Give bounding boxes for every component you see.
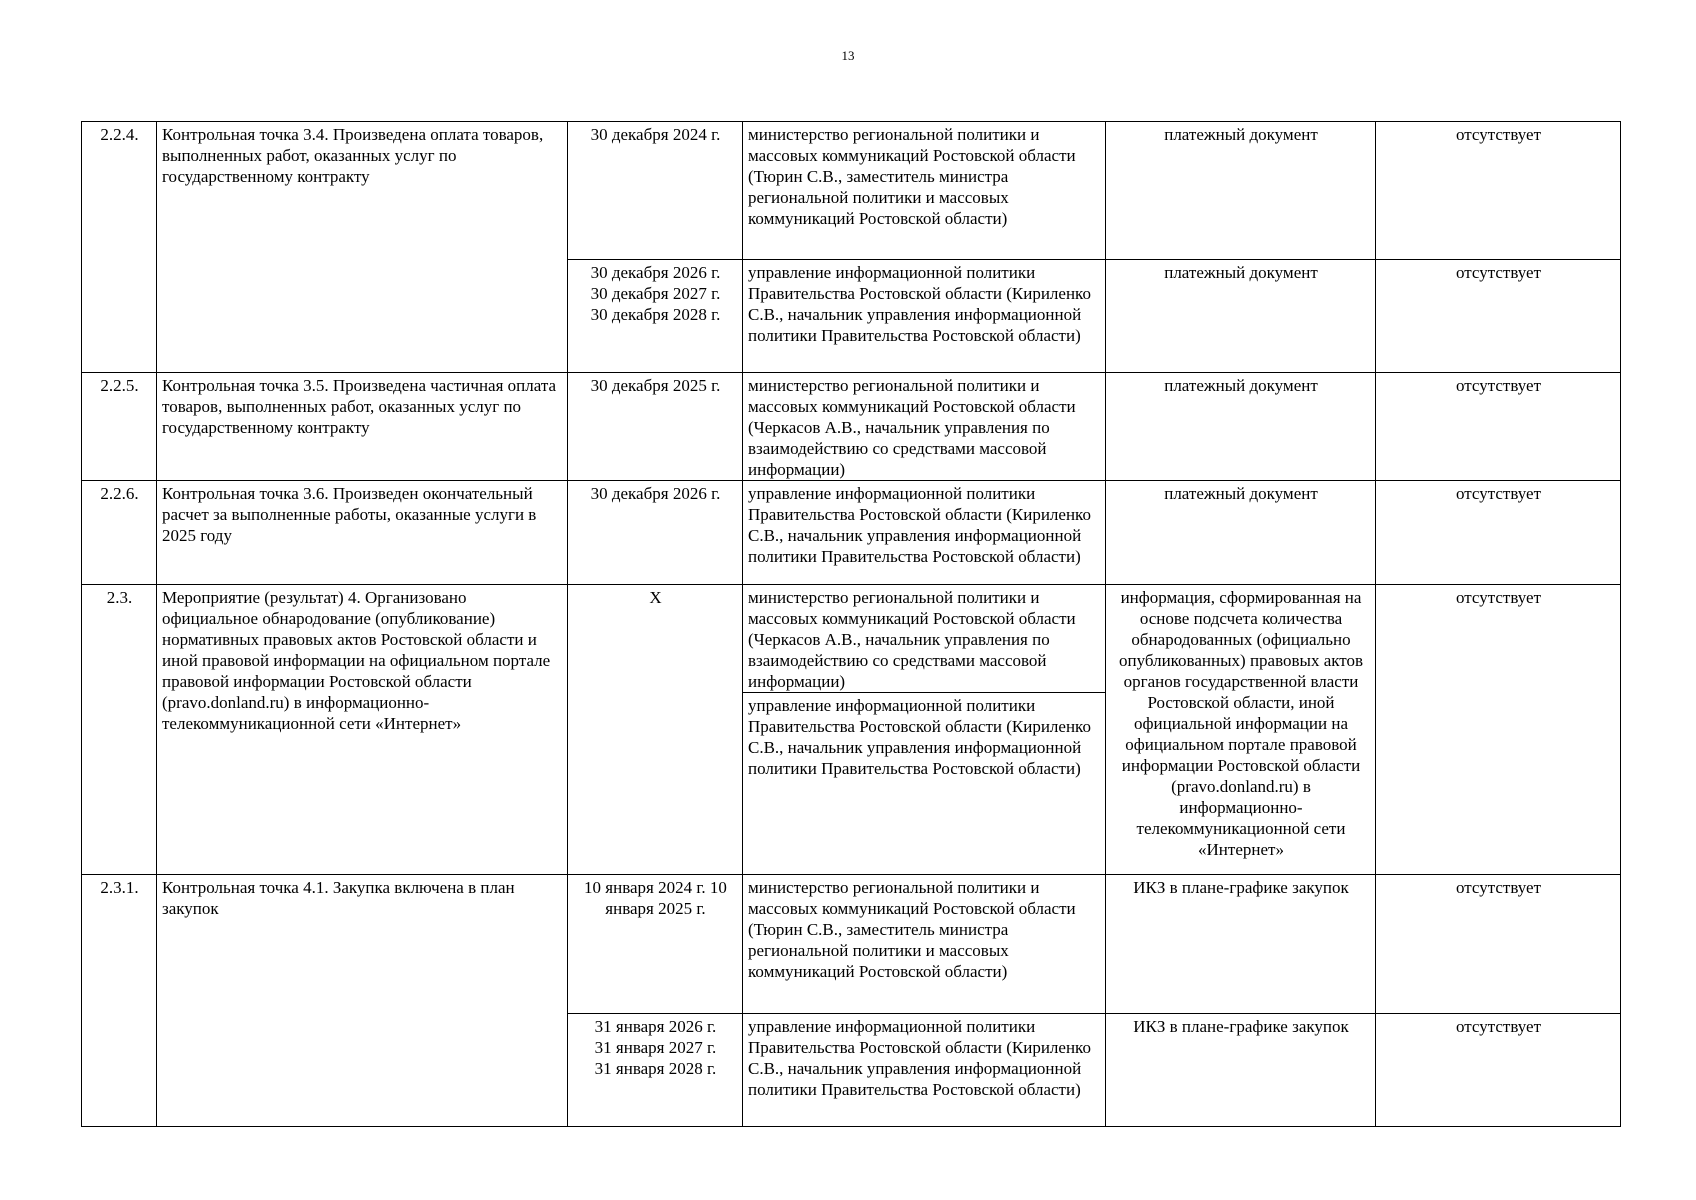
responsible-part: управление информационной политики Правительства Ростовской области (Кириленко С.В., начальник управления информационной политики Правительства Ростовской области) [743, 692, 1105, 779]
row-document: платежный документ [1106, 122, 1376, 260]
table-row [82, 481, 1621, 585]
row-name: Контрольная точка 3.5. Произведена частичная оплата товаров, выполненных работ, оказанных услуг по государственному контракту [157, 373, 568, 481]
control-points-table [81, 121, 1621, 1127]
row-document: платежный документ [1106, 481, 1376, 585]
row-date: 30 декабря 2026 г. 30 декабря 2027 г. 30 декабря 2028 г. [568, 260, 743, 373]
row-info-system: отсутствует [1376, 373, 1621, 481]
row-number: 2.2.4. [82, 122, 157, 373]
row-date: 10 января 2024 г. 10 января 2025 г. [568, 875, 743, 1014]
row-number: 2.2.6. [82, 481, 157, 585]
row-name: Контрольная точка 3.4. Произведена оплата товаров, выполненных работ, оказанных услуг по государственному контракту [157, 122, 568, 373]
row-responsible: управление информационной политики Правительства Ростовской области (Кириленко С.В., начальник управления информационной политики Правительства Ростовской области) [743, 1014, 1106, 1127]
row-number: 2.3.1. [82, 875, 157, 1127]
row-number: 2.3. [82, 585, 157, 875]
row-date: 30 декабря 2026 г. [568, 481, 743, 585]
row-responsible: управление информационной политики Правительства Ростовской области (Кириленко С.В., начальник управления информационной политики Правительства Ростовской области) [743, 260, 1106, 373]
row-responsible: управление информационной политики Правительства Ростовской области (Кириленко С.В., начальник управления информационной политики Правительства Ростовской области) [743, 481, 1106, 585]
row-document: информация, сформированная на основе подсчета количества обнародованных (официально опубликованных) правовых актов органов государственной власти Ростовской области, иной официальной информации на официальном портале правовой информации Ростовской области (pravo.donland.ru) в информационно-телекоммуникационной сети «Интернет» [1106, 585, 1376, 875]
row-name: Контрольная точка 4.1. Закупка включена в план закупок [157, 875, 568, 1127]
row-date: 30 декабря 2025 г. [568, 373, 743, 481]
row-info-system: отсутствует [1376, 481, 1621, 585]
row-document: ИКЗ в плане-графике закупок [1106, 875, 1376, 1014]
page-number: 13 [841, 48, 855, 63]
row-info-system: отсутствует [1376, 260, 1621, 373]
row-number: 2.2.5. [82, 373, 157, 481]
row-document: платежный документ [1106, 373, 1376, 481]
row-name: Контрольная точка 3.6. Произведен окончательный расчет за выполненные работы, оказанные услуги в 2025 году [157, 481, 568, 585]
row-info-system: отсутствует [1376, 1014, 1621, 1127]
table-row [82, 373, 1621, 481]
row-responsible [743, 585, 1106, 875]
row-date: 30 декабря 2024 г. [568, 122, 743, 260]
row-date: 31 января 2026 г. 31 января 2027 г. 31 января 2028 г. [568, 1014, 743, 1127]
row-date: X [568, 585, 743, 875]
table-row [82, 122, 1621, 260]
row-info-system: отсутствует [1376, 875, 1621, 1014]
row-info-system: отсутствует [1376, 122, 1621, 260]
row-responsible: министерство региональной политики и массовых коммуникаций Ростовской области (Черкасов А.В., начальник управления по взаимодействию со средствами массовой информации) [743, 373, 1106, 481]
row-document: платежный документ [1106, 260, 1376, 373]
table-row [82, 875, 1621, 1014]
row-responsible: министерство региональной политики и массовых коммуникаций Ростовской области (Тюрин С.В., заместитель министра региональной политики и массовых коммуникаций Ростовской области) [743, 122, 1106, 260]
row-document: ИКЗ в плане-графике закупок [1106, 1014, 1376, 1127]
responsible-part: министерство региональной политики и массовых коммуникаций Ростовской области (Черкасов А.В., начальник управления по взаимодействию со средствами массовой информации) [748, 588, 1076, 691]
row-responsible: министерство региональной политики и массовых коммуникаций Ростовской области (Тюрин С.В., заместитель министра региональной политики и массовых коммуникаций Ростовской области) [743, 875, 1106, 1014]
table-row [82, 585, 1621, 875]
row-info-system: отсутствует [1376, 585, 1621, 875]
row-name: Мероприятие (результат) 4. Организовано официальное обнародование (опубликование) нормативных правовых актов Ростовской области и иной правовой информации на официальном портале правовой информации Ростовской области (pravo.donland.ru) в информационно-телекоммуникационной сети «Интернет» [157, 585, 568, 875]
